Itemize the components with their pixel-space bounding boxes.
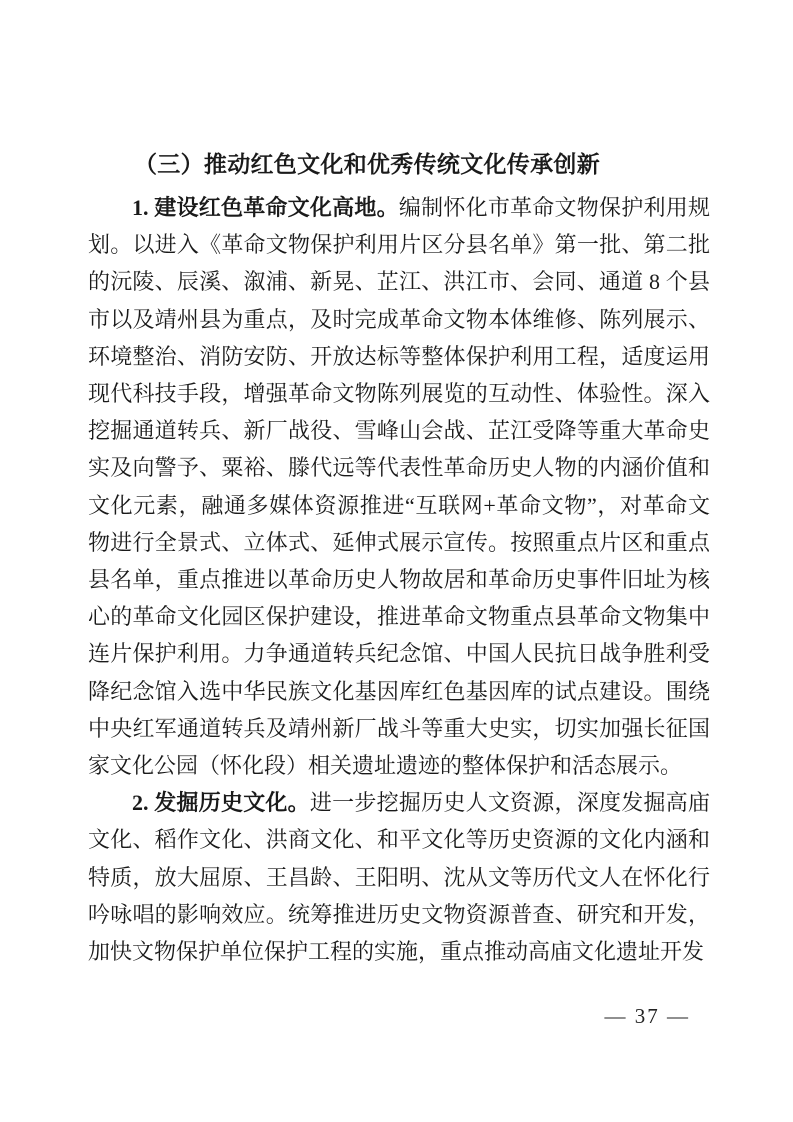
paragraph	[88, 784, 710, 970]
page-number: — 37 —	[604, 1004, 690, 1028]
document-content	[88, 146, 710, 970]
paragraph-lead: 1. 建设红色革命文化高地。	[132, 195, 399, 220]
paragraph-lead: 2. 发掘历史文化。	[132, 790, 310, 816]
paragraph	[88, 189, 710, 784]
document-body	[88, 189, 710, 970]
paragraph-text: 编制怀化市革命文物保护利用规划。以进入《革命文物保护利用片区分县名单》第一批、第二批的沅陵、辰溪、溆浦、新晃、芷江、洪江市、会同、通道 8 个县市以及靖州县为重点，及时完成革命文物本体维修、陈列展示、环境整治、消防安防、开放达标等整体保护利用工程，适度运用现代科技手段，增强革命文物陈列展览的互动性、体验性。深入挖掘通道转兵、新厂战役、雪峰山会战、芷江受降等重大革命史实及向警予、粟裕、滕代远等代表性革命历史人物的内涵价值和文化元素，融通多媒体资源推进“互联网+革命文物”，对革命文物进行全景式、立体式、延伸式展示宣传。按照重点片区和重点县名单，重点推进以革命历史人物故居和革命历史事件旧址为核心的革命文化园区保护建设，推进革命文物重点县革命文物集中连片保护利用。力争通道转兵纪念馆、中国人民抗日战争胜利受降纪念馆入选中华民族文化基因库红色基因库的试点建设。围绕中央红军通道转兵及靖州新厂战斗等重大史实，切实加强长征国家文化公园（怀化段）相关遗址遗迹的整体保护和活态展示。	[88, 195, 710, 779]
paragraph-text: 进一步挖掘历史人文资源，深度发掘高庙文化、稻作文化、洪商文化、和平文化等历史资源的文化内涵和特质，放大屈原、王昌龄、王阳明、沈从文等历代文人在怀化行吟咏唱的影响效应。统筹推进历史文物资源普查、研究和开发，加快文物保护单位保护工程的实施，重点推动高庙文化遗址开发	[88, 790, 710, 965]
section-heading: （三）推动红色文化和优秀传统文化传承创新	[134, 152, 600, 177]
